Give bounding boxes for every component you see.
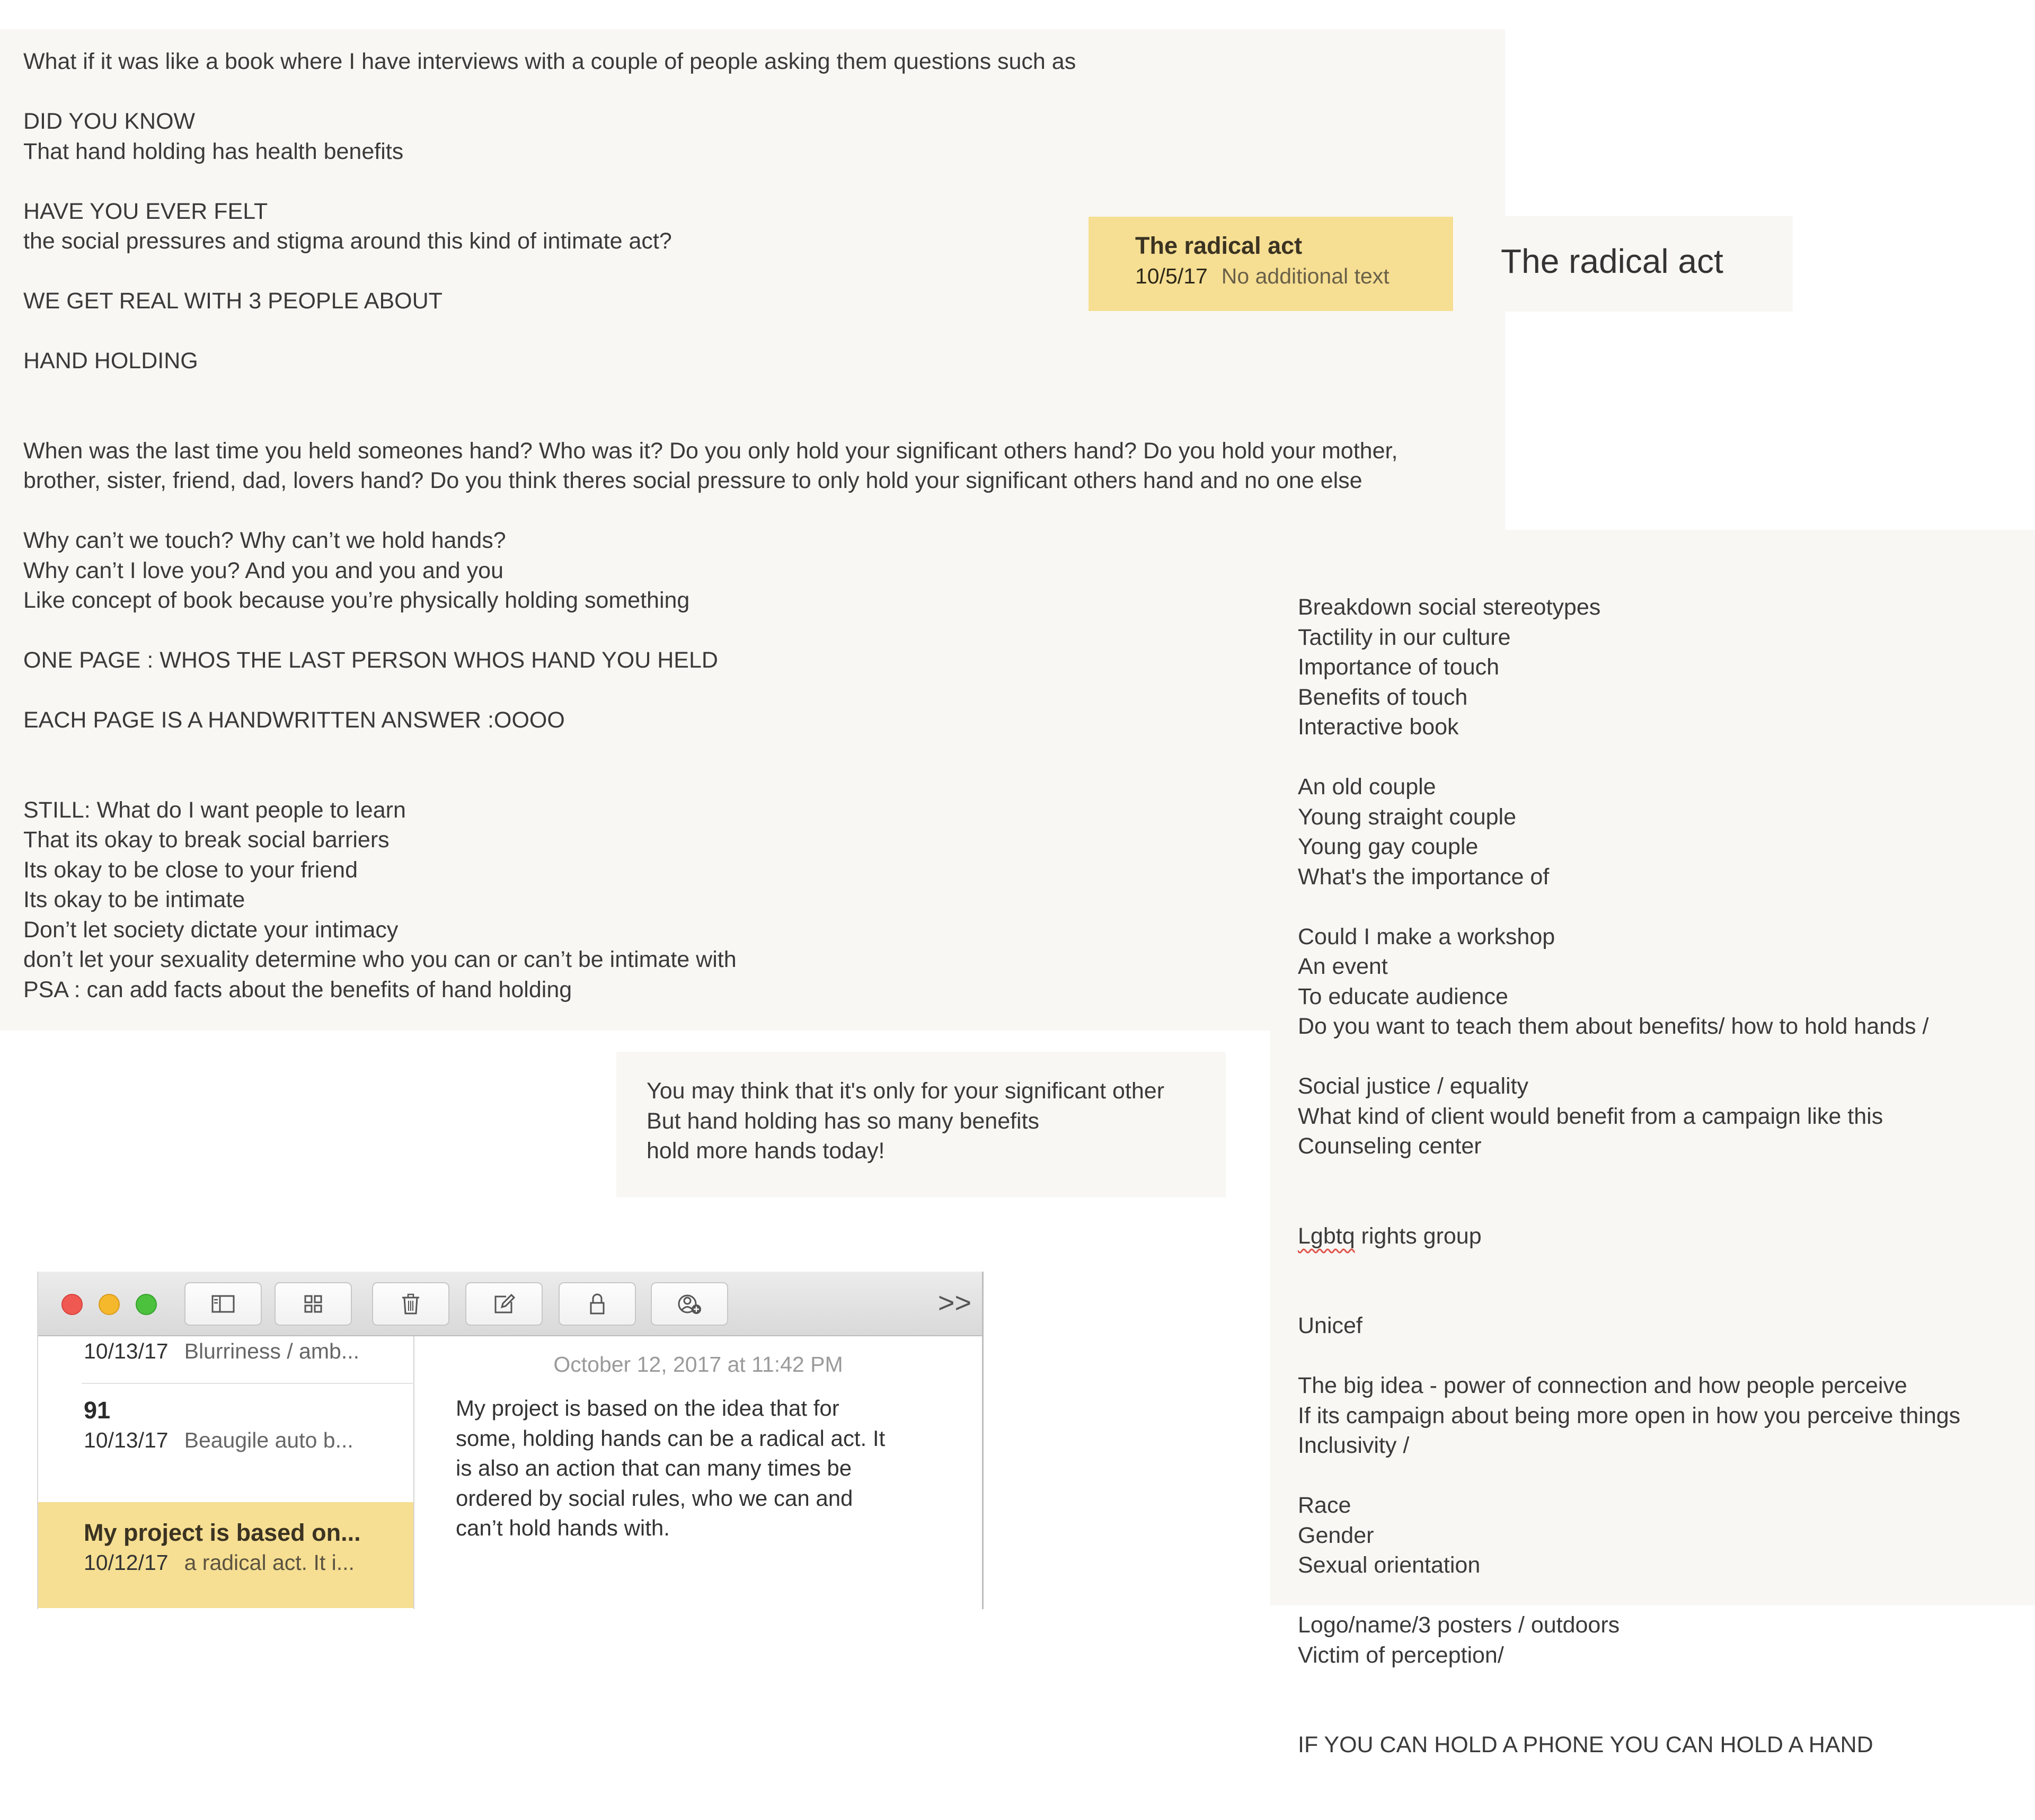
text-line	[23, 77, 1397, 107]
notes-list-item-selected[interactable]	[38, 1502, 413, 1608]
text-line: Don’t let society dictate your intimacy	[23, 917, 399, 943]
text-line: Its okay to be intimate	[23, 887, 245, 912]
main-note-text[interactable]	[23, 47, 1397, 1005]
text-line: Importance of touch	[1298, 654, 1500, 680]
text-line: What if it was like a book where I have interviews with a couple of people asking them questions such as	[23, 49, 1076, 74]
note-item-preview: Blurriness / amb...	[184, 1339, 359, 1363]
minimize-window-button[interactable]	[99, 1294, 120, 1315]
text-line	[1298, 892, 1960, 922]
text-line: WE GET REAL WITH 3 PEOPLE ABOUT	[23, 288, 443, 314]
text-line	[23, 616, 1397, 646]
text-line: The big idea - power of connection and how people perceive	[1298, 1373, 1907, 1398]
lock-icon	[581, 1288, 613, 1320]
text-line: HAND HOLDING	[23, 348, 198, 374]
text-line: STILL: What do I want people to learn	[23, 797, 406, 823]
compose-note-button[interactable]	[465, 1282, 543, 1326]
note-title-heading[interactable]: The radical act	[1501, 242, 1723, 280]
text-line: hold more hands today!	[647, 1138, 885, 1164]
note-title-panel	[1473, 216, 1793, 312]
text-line: Counseling center	[1298, 1133, 1482, 1159]
notes-list-item[interactable]	[82, 1336, 414, 1384]
text-line: Inclusivity /	[1298, 1433, 1410, 1458]
notes-list	[38, 1336, 414, 1609]
window-toolbar	[38, 1272, 982, 1336]
note-body-line: My project is based on the idea that for	[456, 1396, 839, 1421]
text-line	[1298, 1461, 1960, 1491]
note-body-line: some, holding hands can be a radical act. It	[456, 1425, 886, 1451]
note-item-date: 10/13/17	[84, 1428, 169, 1452]
text-line: That its okay to break social barriers	[23, 827, 390, 853]
note-body-line: is also an action that can many times be	[456, 1455, 852, 1480]
text-line: Its okay to be close to your friend	[23, 857, 358, 883]
note-item-title: 91	[84, 1397, 111, 1424]
text-line: If its campaign about being more open in how you perceive things	[1298, 1402, 1961, 1428]
text-line: An old couple	[1298, 774, 1436, 800]
maximize-window-button[interactable]	[136, 1294, 157, 1315]
mid-note-panel	[616, 1052, 1226, 1197]
note-item-meta	[84, 1548, 413, 1577]
text-line: To educate audience	[1298, 983, 1508, 1009]
add-people-button[interactable]	[651, 1282, 728, 1326]
note-body-editor[interactable]	[456, 1393, 959, 1543]
text-line	[23, 316, 1397, 347]
note-item-title: My project is based on...	[84, 1519, 361, 1546]
text-line: Race	[1298, 1493, 1351, 1518]
text-line	[23, 765, 1397, 795]
right-note-block-before	[1298, 592, 1960, 1161]
text-line: Young gay couple	[1298, 834, 1479, 859]
text-line: Interactive book	[1298, 714, 1459, 740]
note-timestamp: October 12, 2017 at 11:42 PM	[553, 1352, 843, 1377]
sidebar-toggle-icon	[207, 1288, 239, 1320]
text-line: PSA : can add facts about the benefits of hand holding	[23, 976, 572, 1002]
text-line: DID YOU KNOW	[23, 109, 196, 134]
mid-note-text[interactable]	[647, 1076, 1164, 1166]
text-line: don’t let your sexuality determine who you can or can’t be intimate with	[23, 947, 737, 972]
text-line: HAVE YOU EVER FELT	[23, 198, 268, 224]
lock-note-button[interactable]	[559, 1282, 636, 1326]
text-line: Could I make a workshop	[1298, 924, 1555, 949]
toolbar-overflow-chevron-icon[interactable]: >>	[937, 1287, 971, 1319]
text-line: Social justice / equality	[1298, 1073, 1528, 1099]
note-item-date: 10/13/17	[84, 1339, 169, 1363]
close-window-button[interactable]	[61, 1294, 83, 1315]
selected-note-title: The radical act	[1135, 232, 1303, 259]
text-line	[23, 166, 1397, 197]
note-item-date: 10/12/17	[84, 1550, 169, 1575]
delete-note-button[interactable]	[372, 1282, 449, 1326]
text-line: Victim of perception/	[1298, 1642, 1504, 1668]
text-line: What's the importance of	[1298, 864, 1550, 890]
text-line: the social pressures and stigma around this kind of intimate act?	[23, 228, 672, 254]
text-line: Benefits of touch	[1298, 684, 1468, 710]
note-item-meta	[84, 1425, 413, 1455]
text-line: Logo/name/3 posters / outdoors	[1298, 1612, 1620, 1638]
text-line	[1298, 1581, 1960, 1611]
right-note-text[interactable]	[1298, 532, 1960, 1820]
text-line: But hand holding has so many benefits	[647, 1108, 1040, 1134]
text-line: When was the last time you held someones hand? Who was it? Do you only hold your significant others hand? Do you hold your mother,	[23, 438, 1398, 464]
compose-icon	[488, 1288, 520, 1320]
note-body-line: ordered by social rules, who we can and	[456, 1485, 853, 1511]
selected-note-date: 10/5/17	[1135, 264, 1208, 288]
text-line: Young straight couple	[1298, 804, 1517, 830]
gallery-view-icon	[297, 1288, 329, 1320]
text-line	[23, 735, 1397, 766]
right-note-line-rest: rights group	[1355, 1223, 1482, 1249]
text-line: brother, sister, friend, dad, lovers hand? Do you think theres social pressure to only hold your significant others hand and no one else	[23, 468, 1362, 493]
text-line: Why can’t we touch? Why can’t we hold hands?	[23, 528, 506, 553]
gallery-view-button[interactable]	[275, 1282, 352, 1326]
text-line: Breakdown social stereotypes	[1298, 594, 1601, 620]
text-line	[1298, 742, 1960, 773]
notes-list-item[interactable]	[38, 1396, 413, 1486]
right-note-line	[1298, 1221, 1960, 1251]
note-body-line: can’t hold hands with.	[456, 1515, 670, 1540]
text-line: Do you want to teach them about benefits/ how to hold hands /	[1298, 1014, 1929, 1039]
toggle-sidebar-button[interactable]	[184, 1282, 262, 1326]
right-note-block-after	[1298, 1311, 1960, 1760]
text-line	[23, 376, 1397, 406]
text-line: What kind of client would benefit from a campaign like this	[1298, 1103, 1883, 1129]
text-line	[1298, 1341, 1960, 1371]
note-item-preview: Beaugile auto b...	[184, 1428, 353, 1452]
text-line: EACH PAGE IS A HANDWRITTEN ANSWER :OOOO	[23, 707, 565, 733]
text-line: IF YOU CAN HOLD A PHONE YOU CAN HOLD A HAND	[1298, 1732, 1873, 1757]
text-line	[23, 406, 1397, 436]
text-line: Like concept of book because you’re physically holding something	[23, 588, 690, 613]
text-line	[1298, 1670, 1960, 1700]
text-line: That hand holding has health benefits	[23, 138, 404, 164]
note-detail-pane	[414, 1336, 982, 1609]
spelling-error-word[interactable]: Lgbtq	[1298, 1223, 1355, 1249]
text-line: You may think that it's only for your significant other	[647, 1078, 1165, 1104]
text-line	[1298, 1700, 1960, 1730]
text-line: An event	[1298, 954, 1388, 979]
note-item-meta	[84, 1336, 414, 1366]
selected-note-preview: No additional text	[1221, 264, 1390, 288]
trash-icon	[395, 1288, 427, 1320]
text-line: Sexual orientation	[1298, 1552, 1481, 1578]
selected-note-card[interactable]	[1089, 217, 1453, 311]
selected-note-meta	[1135, 261, 1453, 291]
text-line: Tactility in our culture	[1298, 624, 1511, 650]
text-line	[1298, 1042, 1960, 1072]
note-item-preview: a radical act. It i...	[184, 1550, 355, 1575]
text-line: Why can’t I love you? And you and you and you	[23, 557, 503, 583]
text-line	[23, 496, 1397, 526]
text-line: Unicef	[1298, 1313, 1362, 1338]
text-line: ONE PAGE : WHOS THE LAST PERSON WHOS HAND YOU HELD	[23, 647, 718, 673]
right-note-panel	[1270, 530, 2035, 1757]
text-line	[23, 676, 1397, 706]
notes-app-window	[37, 1272, 984, 1609]
text-line: Gender	[1298, 1522, 1374, 1548]
add-people-icon	[674, 1288, 705, 1320]
